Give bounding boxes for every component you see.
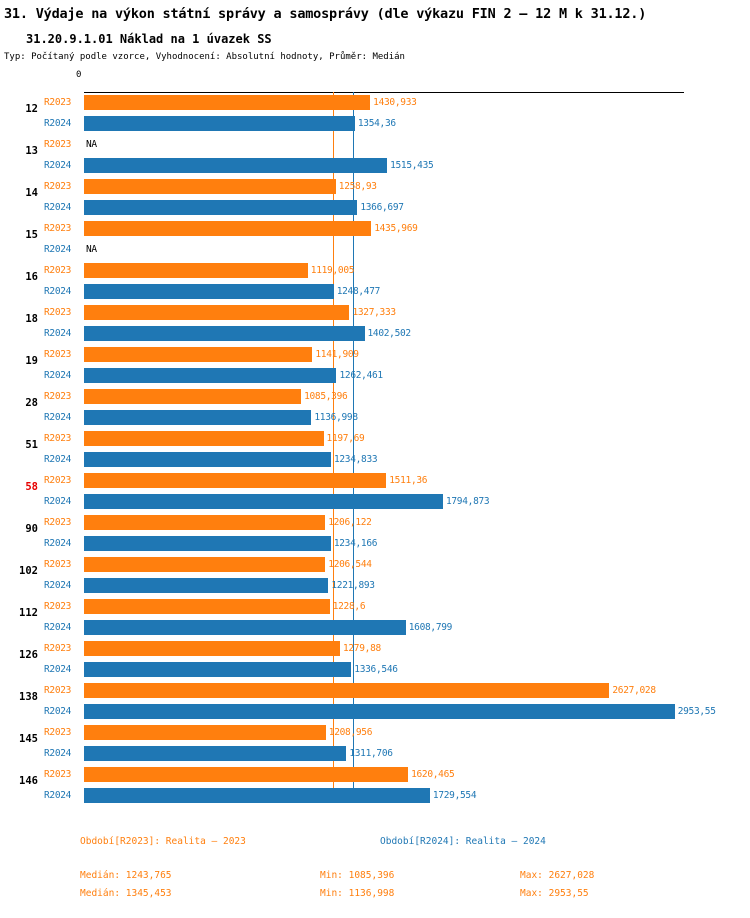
bar[interactable] bbox=[84, 557, 325, 572]
value-label: 1141,909 bbox=[315, 349, 359, 360]
category-label: 112 bbox=[19, 607, 38, 619]
chart-group bbox=[0, 302, 750, 344]
stat-min-2023: Min: 1085,396 bbox=[320, 870, 395, 881]
series-label: R2024 bbox=[44, 622, 72, 633]
series-label: R2024 bbox=[44, 538, 72, 549]
bar-row[interactable] bbox=[0, 428, 750, 449]
value-label: 1197,69 bbox=[326, 433, 365, 444]
bar[interactable] bbox=[84, 494, 443, 509]
bar-row[interactable] bbox=[0, 365, 750, 386]
chart-group bbox=[0, 92, 750, 134]
value-label: 1279,88 bbox=[342, 643, 381, 654]
value-label: 1221,893 bbox=[331, 580, 375, 591]
series-label: R2023 bbox=[44, 517, 72, 528]
category-label: 146 bbox=[19, 775, 38, 787]
value-label-na: NA bbox=[86, 244, 97, 255]
value-label: 1311,706 bbox=[349, 748, 393, 759]
chart-group bbox=[0, 428, 750, 470]
category-label: 16 bbox=[25, 271, 38, 283]
chart-group bbox=[0, 344, 750, 386]
series-label: R2024 bbox=[44, 370, 72, 381]
stat-max-2024: Max: 2953,55 bbox=[520, 888, 589, 899]
series-label: R2023 bbox=[44, 643, 72, 654]
bar[interactable] bbox=[84, 368, 336, 383]
bar-row[interactable] bbox=[0, 638, 750, 659]
series-label: R2023 bbox=[44, 727, 72, 738]
bar-row[interactable] bbox=[0, 764, 750, 785]
series-label: R2023 bbox=[44, 223, 72, 234]
category-label: 51 bbox=[25, 439, 38, 451]
bar[interactable] bbox=[84, 704, 675, 719]
bar[interactable] bbox=[84, 158, 387, 173]
value-label: 2953,55 bbox=[677, 706, 716, 717]
bar-row[interactable] bbox=[0, 218, 750, 239]
bar[interactable] bbox=[84, 746, 346, 761]
bar[interactable] bbox=[84, 263, 308, 278]
stat-max-2023: Max: 2627,028 bbox=[520, 870, 595, 881]
bar[interactable] bbox=[84, 116, 355, 131]
bar-row[interactable] bbox=[0, 386, 750, 407]
series-label: R2024 bbox=[44, 706, 72, 717]
bar-row[interactable] bbox=[0, 449, 750, 470]
category-label: 102 bbox=[19, 565, 38, 577]
series-label: R2024 bbox=[44, 160, 72, 171]
chart-group bbox=[0, 512, 750, 554]
bar[interactable] bbox=[84, 578, 328, 593]
chart-group bbox=[0, 218, 750, 260]
bar[interactable] bbox=[84, 662, 351, 677]
series-label: R2024 bbox=[44, 202, 72, 213]
bar[interactable] bbox=[84, 683, 609, 698]
chart-group bbox=[0, 260, 750, 302]
value-label: 1729,554 bbox=[432, 790, 477, 801]
bar[interactable] bbox=[84, 200, 357, 215]
bar-row[interactable] bbox=[0, 512, 750, 533]
category-label: 15 bbox=[25, 229, 38, 241]
series-label: R2023 bbox=[44, 265, 72, 276]
chart-group bbox=[0, 176, 750, 218]
bar[interactable] bbox=[84, 284, 334, 299]
value-label: 1234,833 bbox=[333, 454, 378, 465]
stat-min-2024: Min: 1136,998 bbox=[320, 888, 395, 899]
bar[interactable] bbox=[84, 452, 331, 467]
value-label: 1085,396 bbox=[304, 391, 348, 402]
value-label: 1366,697 bbox=[360, 202, 404, 213]
bar[interactable] bbox=[84, 641, 340, 656]
series-label: R2023 bbox=[44, 433, 72, 444]
bar-row[interactable] bbox=[0, 701, 750, 722]
legend-item-2023: Období[R2023]: Realita – 2023 bbox=[80, 836, 246, 847]
category-label: 14 bbox=[25, 187, 38, 199]
value-label: 1402,502 bbox=[367, 328, 411, 339]
series-label: R2023 bbox=[44, 601, 72, 612]
bar-row[interactable] bbox=[0, 575, 750, 596]
bar-row[interactable] bbox=[0, 113, 750, 134]
bar-row[interactable] bbox=[0, 491, 750, 512]
series-label: R2024 bbox=[44, 328, 72, 339]
chart-group bbox=[0, 638, 750, 680]
series-label: R2024 bbox=[44, 748, 72, 759]
value-label: 1136,998 bbox=[314, 412, 358, 423]
value-label: 1119,005 bbox=[310, 265, 355, 276]
bar-row[interactable] bbox=[0, 134, 750, 155]
value-label: 1206,122 bbox=[328, 517, 372, 528]
series-label: R2024 bbox=[44, 454, 72, 465]
bar-row[interactable] bbox=[0, 302, 750, 323]
chart-group bbox=[0, 764, 750, 806]
series-label: R2024 bbox=[44, 790, 72, 801]
bar-row[interactable] bbox=[0, 659, 750, 680]
value-label: 1435,969 bbox=[374, 223, 418, 234]
series-label: R2024 bbox=[44, 286, 72, 297]
category-label: 19 bbox=[25, 355, 38, 367]
axis-zero-label: 0 bbox=[76, 70, 82, 80]
bar-row[interactable] bbox=[0, 239, 750, 260]
value-label: 1258,93 bbox=[338, 181, 377, 192]
bar[interactable] bbox=[84, 473, 386, 488]
bar-chart bbox=[0, 70, 750, 801]
chart-rows bbox=[0, 92, 750, 806]
bar[interactable] bbox=[84, 347, 312, 362]
bar-row[interactable] bbox=[0, 260, 750, 281]
series-label: R2023 bbox=[44, 475, 72, 486]
bar-row[interactable] bbox=[0, 554, 750, 575]
bar[interactable] bbox=[84, 536, 331, 551]
bar[interactable] bbox=[84, 326, 365, 341]
value-label: 1206,544 bbox=[328, 559, 372, 570]
series-label: R2023 bbox=[44, 139, 72, 150]
series-label: R2024 bbox=[44, 664, 72, 675]
value-label: 1620,465 bbox=[411, 769, 455, 780]
value-label: 2627,028 bbox=[612, 685, 656, 696]
bar-row[interactable] bbox=[0, 155, 750, 176]
chart-meta: Typ: Počítaný podle vzorce, Vyhodnocení: Absolutní hodnoty, Průměr: Medián bbox=[4, 52, 405, 62]
bar-row[interactable] bbox=[0, 680, 750, 701]
bar[interactable] bbox=[84, 725, 326, 740]
bar[interactable] bbox=[84, 389, 301, 404]
bar[interactable] bbox=[84, 767, 408, 782]
chart-group bbox=[0, 596, 750, 638]
stat-median-2023: Medián: 1243,765 bbox=[80, 870, 172, 881]
bar[interactable] bbox=[84, 410, 311, 425]
series-label: R2023 bbox=[44, 685, 72, 696]
series-label: R2024 bbox=[44, 496, 72, 507]
series-label: R2023 bbox=[44, 391, 72, 402]
category-label: 12 bbox=[25, 103, 38, 115]
chart-group bbox=[0, 386, 750, 428]
series-label: R2024 bbox=[44, 580, 72, 591]
bar-row[interactable] bbox=[0, 176, 750, 197]
bar[interactable] bbox=[84, 599, 330, 614]
value-label: 1228,6 bbox=[332, 601, 366, 612]
category-label: 13 bbox=[25, 145, 38, 157]
series-label: R2023 bbox=[44, 349, 72, 360]
category-label: 58 bbox=[25, 481, 38, 493]
bar[interactable] bbox=[84, 620, 406, 635]
value-label: 1208,956 bbox=[328, 727, 373, 738]
bar-row[interactable] bbox=[0, 533, 750, 554]
bar-row[interactable] bbox=[0, 617, 750, 638]
category-label: 138 bbox=[19, 691, 38, 703]
bar[interactable] bbox=[84, 305, 349, 320]
bar-row[interactable] bbox=[0, 344, 750, 365]
bar[interactable] bbox=[84, 788, 430, 803]
value-label: 1515,435 bbox=[390, 160, 434, 171]
series-label: R2023 bbox=[44, 181, 72, 192]
series-label: R2024 bbox=[44, 412, 72, 423]
bar-row[interactable] bbox=[0, 92, 750, 113]
chart-group bbox=[0, 554, 750, 596]
chart-group bbox=[0, 680, 750, 722]
category-label: 145 bbox=[19, 733, 38, 745]
chart-group bbox=[0, 470, 750, 512]
bar-row[interactable] bbox=[0, 470, 750, 491]
bar-row[interactable] bbox=[0, 323, 750, 344]
bar-row[interactable] bbox=[0, 596, 750, 617]
series-label: R2023 bbox=[44, 769, 72, 780]
bar-row[interactable] bbox=[0, 197, 750, 218]
category-label: 126 bbox=[19, 649, 38, 661]
bar[interactable] bbox=[84, 431, 324, 446]
chart-group bbox=[0, 722, 750, 764]
category-label: 90 bbox=[25, 523, 38, 535]
bar-row[interactable] bbox=[0, 743, 750, 764]
series-label: R2023 bbox=[44, 97, 72, 108]
series-label: R2023 bbox=[44, 559, 72, 570]
value-label: 1511,36 bbox=[389, 475, 428, 486]
bar[interactable] bbox=[84, 179, 336, 194]
category-label: 18 bbox=[25, 313, 38, 325]
value-label: 1794,873 bbox=[445, 496, 490, 507]
bar[interactable] bbox=[84, 95, 370, 110]
series-label: R2024 bbox=[44, 244, 72, 255]
value-label-na: NA bbox=[86, 139, 97, 150]
bar[interactable] bbox=[84, 515, 325, 530]
bar[interactable] bbox=[84, 221, 371, 236]
series-label: R2023 bbox=[44, 307, 72, 318]
bar-row[interactable] bbox=[0, 407, 750, 428]
chart-group bbox=[0, 134, 750, 176]
bar-row[interactable] bbox=[0, 722, 750, 743]
stat-median-2024: Medián: 1345,453 bbox=[80, 888, 172, 899]
value-label: 1336,546 bbox=[354, 664, 398, 675]
value-label: 1327,333 bbox=[352, 307, 396, 318]
value-label: 1430,933 bbox=[373, 97, 417, 108]
value-label: 1608,799 bbox=[408, 622, 453, 633]
series-label: R2024 bbox=[44, 118, 72, 129]
legend-item-2024: Období[R2024]: Realita – 2024 bbox=[380, 836, 546, 847]
page-title: 31. Výdaje na výkon státní správy a samosprávy (dle výkazu FIN 2 – 12 M k 31.12.) bbox=[4, 6, 647, 22]
bar-row[interactable] bbox=[0, 281, 750, 302]
value-label: 1262,461 bbox=[339, 370, 383, 381]
value-label: 1234,166 bbox=[333, 538, 378, 549]
bar-row[interactable] bbox=[0, 785, 750, 806]
category-label: 28 bbox=[25, 397, 38, 409]
value-label: 1248,477 bbox=[336, 286, 381, 297]
indicator-title: 31.20.9.1.01 Náklad na 1 úvazek SS bbox=[26, 32, 272, 46]
value-label: 1354,36 bbox=[357, 118, 396, 129]
